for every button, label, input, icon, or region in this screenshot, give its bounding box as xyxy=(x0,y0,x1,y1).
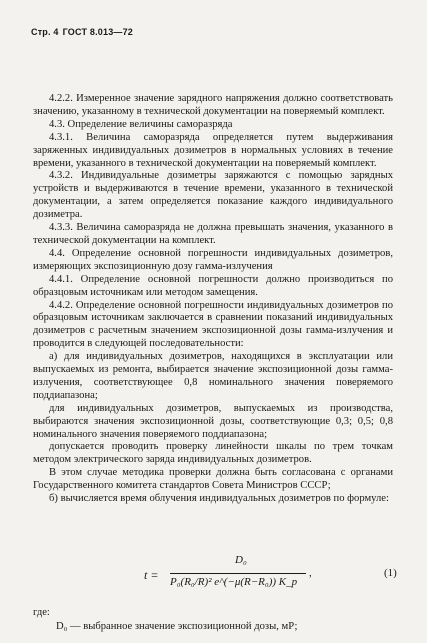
page-header xyxy=(31,27,133,37)
page-label: Стр. 4 xyxy=(31,27,59,37)
body-text xyxy=(33,93,393,506)
paragraph: 4.3.2. Индивидуальные дозиметры заряжаются с помощью зарядных устройств и выдерживаются в течение времени, указанного в технической документации, а затем определяется показание каждого индивидуального дозиметра. xyxy=(33,170,393,221)
paragraph: 4.4.2. Определение основной погрешности индивидуальных дозиметров по образцовым источникам заключается в сравнении показаний индивидуальных дозиметров с расчетным значением экспозиционной дозы гамма-излучения и проводится в следующей последовательности: xyxy=(33,299,393,350)
formula-lhs: t = xyxy=(144,568,159,582)
formula-denominator: P₀(R₀/R)² e^(−μ(R−R₀)) K_p xyxy=(170,576,298,588)
list-item: б) вычисляется время облучения индивидуальных дозиметров по формуле: xyxy=(49,493,389,505)
paragraph: для индивидуальных дозиметров, выпускаемых из производства, выбираются значения экспозиционной дозы, соответствующие 0,3; 0,5; 0,8 номинального значения поверяемого поддиапазона; xyxy=(33,402,393,440)
paragraph: 4.4.1. Определение основной погрешности должно производиться по образцовым источникам или методом замещения. xyxy=(33,273,393,298)
paragraph: 4.3.3. Величина саморазряда не должна превышать значения, указанного в технической документации на комплект. xyxy=(33,222,393,246)
paragraph: 4.2.2. Измеренное значение зарядного напряжения должно соответствовать значению, указанному в технической документации на поверяемый комплект. xyxy=(33,93,393,117)
formula-comma: , xyxy=(309,567,312,579)
formula xyxy=(140,553,400,609)
where-label: где: xyxy=(33,607,50,618)
equation-number: (1) xyxy=(384,567,397,579)
list-item: а) для индивидуальных дозиметров, находящихся в эксплуатации или выпускаемых из ремонта, выбирается значение экспозиционной дозы гамма-излучения, соответствующее 0,8 номинального значения поверяемого поддиапазона; xyxy=(33,351,393,401)
fraction-bar xyxy=(170,573,306,574)
standard-number: ГОСТ 8.013—72 xyxy=(62,27,134,37)
section-heading: 4.4. Определение основной погрешности индивидуальных дозиметров, измеряющих экспозиционную дозу гамма-излучения xyxy=(33,247,393,272)
paragraph: допускается проводить проверку линейности шкалы по трем точкам методом электрического заряда индивидуальных дозиметров. xyxy=(33,441,393,466)
formula-numerator: D₀ xyxy=(235,554,247,566)
section-heading: 4.3. Определение величины саморазряда xyxy=(49,118,233,130)
where-block xyxy=(33,606,393,634)
paragraph: В этом случае методика проверки должна быть согласована с органами Государственного комитета стандартов Совета Министров СССР; xyxy=(33,467,393,492)
where-definition: D₀ — выбранное значение экспозиционной дозы, мР; xyxy=(56,621,298,632)
paragraph: 4.3.1. Величина саморазряда определяется путем выдерживания заряженных индивидуальных дозиметров в нормальных условиях в течение времени, указанного в технической документации на поверяемый комплект. xyxy=(33,131,393,169)
